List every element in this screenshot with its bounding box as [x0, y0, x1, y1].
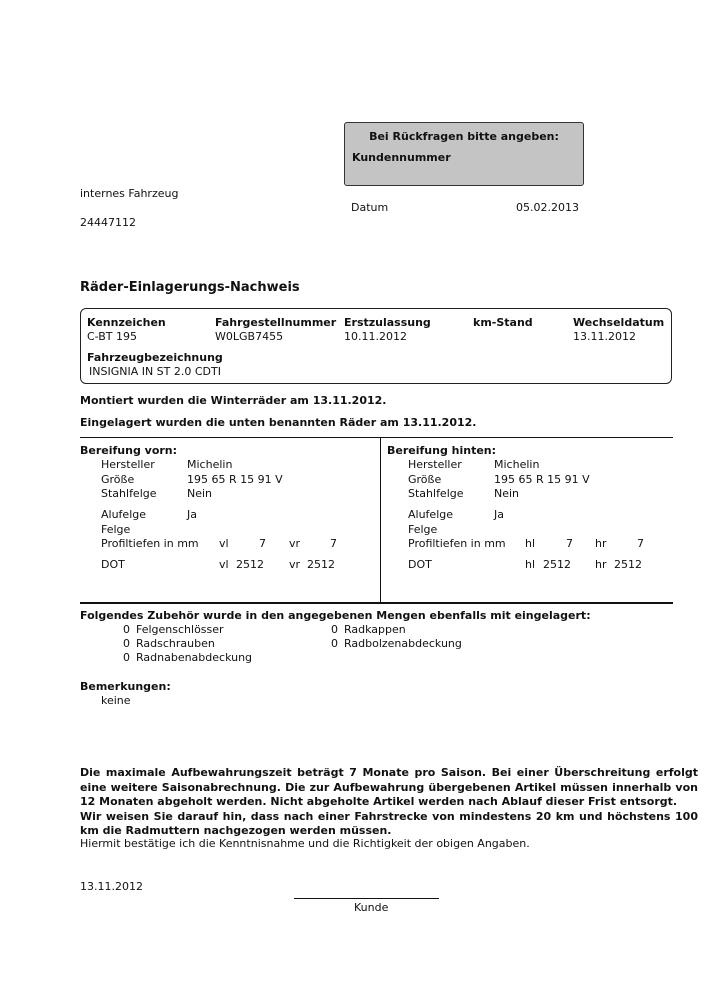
rear-dot-left-label: hl	[525, 558, 536, 571]
front-left-dot: 2512	[236, 558, 264, 571]
table-top-rule	[80, 437, 673, 438]
front-alu-label: Alufelge	[101, 508, 146, 521]
rear-right-label: hr	[595, 537, 607, 550]
accessory-name: Radkappen	[344, 623, 406, 636]
accessory-qty: 0	[123, 623, 130, 636]
accessory-qty: 0	[331, 637, 338, 650]
rear-left-dot: 2512	[543, 558, 571, 571]
address-line-2: 24447112	[80, 216, 136, 229]
rear-alu: Ja	[494, 508, 504, 521]
accessory-qty: 0	[331, 623, 338, 636]
accessories-title: Folgendes Zubehör wurde in den angegebenen Mengen ebenfalls mit eingelagert:	[80, 609, 591, 622]
plate-label: Kennzeichen	[87, 316, 166, 329]
accessory-qty: 0	[123, 651, 130, 664]
front-title: Bereifung vorn:	[80, 444, 178, 457]
document-title: Räder-Einlagerungs-Nachweis	[80, 280, 300, 295]
front-steel-label: Stahlfelge	[101, 487, 157, 500]
date-label: Datum	[351, 201, 389, 214]
front-right-label: vr	[289, 537, 301, 550]
storage-notice-paragraph-2: Wir weisen Sie darauf hin, dass nach einer Fahrstrecke von mindestens 20 km und höchstens 100 km die Radmuttern nachgezogen werden müssen.	[80, 809, 698, 837]
front-right-dot: 2512	[307, 558, 335, 571]
front-size: 195 65 R 15 91 V	[187, 473, 283, 486]
designation-label: Fahrzeugbezeichnung	[87, 351, 223, 364]
storage-notice	[80, 766, 698, 839]
plate-value: C-BT 195	[87, 330, 138, 343]
address-line-1: internes Fahrzeug	[80, 187, 179, 200]
rear-left-profile: 7	[566, 537, 573, 550]
change-date-value: 13.11.2012	[573, 330, 636, 343]
contact-box-title: Bei Rückfragen bitte angeben:	[369, 130, 559, 143]
accessory-qty: 0	[123, 637, 130, 650]
rear-title: Bereifung hinten:	[387, 444, 497, 457]
front-manufacturer-label: Hersteller	[101, 458, 155, 471]
vin-label: Fahrgestellnummer	[215, 316, 337, 329]
accessory-name: Radschrauben	[136, 637, 215, 650]
change-date-label: Wechseldatum	[573, 316, 665, 329]
front-steel: Nein	[187, 487, 213, 500]
date-value: 05.02.2013	[516, 201, 579, 214]
rear-dot-right-label: hr	[595, 558, 607, 571]
customer-number-label: Kundennummer	[352, 151, 451, 164]
rear-profile-label: Profiltiefen in mm	[408, 537, 506, 550]
first-registration-label: Erstzulassung	[344, 316, 431, 329]
front-rim-label: Felge	[101, 523, 131, 536]
signature-date: 13.11.2012	[80, 880, 143, 893]
front-right-profile: 7	[330, 537, 337, 550]
designation-value: INSIGNIA IN ST 2.0 CDTI	[89, 365, 221, 378]
rear-alu-label: Alufelge	[408, 508, 453, 521]
stored-text: Eingelagert wurden die unten benannten Räder am 13.11.2012.	[80, 416, 477, 429]
signature-label: Kunde	[354, 901, 389, 914]
front-profile-label: Profiltiefen in mm	[101, 537, 199, 550]
table-bottom-rule	[80, 602, 673, 604]
storage-notice-paragraph-1: Die maximale Aufbewahrungszeit beträgt 7 Monate pro Saison. Bei einer Überschreitung erfolgt eine weitere Saisonabrechnung. Die zur Aufbewahrung übergebenen Artikel müssen innerhalb von 12 Monaten abgeholt werden. Nicht abgeholte Artikel werden nach Ablauf dieser Frist entsorgt.	[80, 766, 698, 808]
vin-value: W0LGB7455	[215, 330, 284, 343]
rear-size: 195 65 R 15 91 V	[494, 473, 590, 486]
rear-dot-label: DOT	[408, 558, 432, 571]
signature-line	[294, 898, 439, 899]
front-left-label: vl	[219, 537, 229, 550]
rear-rim-label: Felge	[408, 523, 438, 536]
rear-right-profile: 7	[637, 537, 644, 550]
front-alu: Ja	[187, 508, 197, 521]
front-left-profile: 7	[259, 537, 266, 550]
table-divider	[380, 437, 381, 602]
accessory-name: Radbolzenabdeckung	[344, 637, 462, 650]
confirmation-text: Hiermit bestätige ich die Kenntnisnahme und die Richtigkeit der obigen Angaben.	[80, 837, 530, 850]
remarks-title: Bemerkungen:	[80, 680, 171, 693]
front-dot-left-label: vl	[219, 558, 229, 571]
accessory-name: Felgenschlösser	[136, 623, 224, 636]
front-size-label: Größe	[101, 473, 135, 486]
km-label: km-Stand	[473, 316, 533, 329]
contact-info-box	[344, 122, 584, 186]
rear-manufacturer-label: Hersteller	[408, 458, 462, 471]
mounted-text: Montiert wurden die Winterräder am 13.11.2012.	[80, 394, 387, 407]
remarks-text: keine	[101, 694, 131, 707]
rear-steel: Nein	[494, 487, 520, 500]
first-registration-value: 10.11.2012	[344, 330, 407, 343]
front-dot-label: DOT	[101, 558, 125, 571]
rear-steel-label: Stahlfelge	[408, 487, 464, 500]
accessory-name: Radnabenabdeckung	[136, 651, 253, 664]
front-manufacturer: Michelin	[187, 458, 233, 471]
rear-size-label: Größe	[408, 473, 442, 486]
rear-manufacturer: Michelin	[494, 458, 540, 471]
rear-right-dot: 2512	[614, 558, 642, 571]
rear-left-label: hl	[525, 537, 536, 550]
front-dot-right-label: vr	[289, 558, 301, 571]
